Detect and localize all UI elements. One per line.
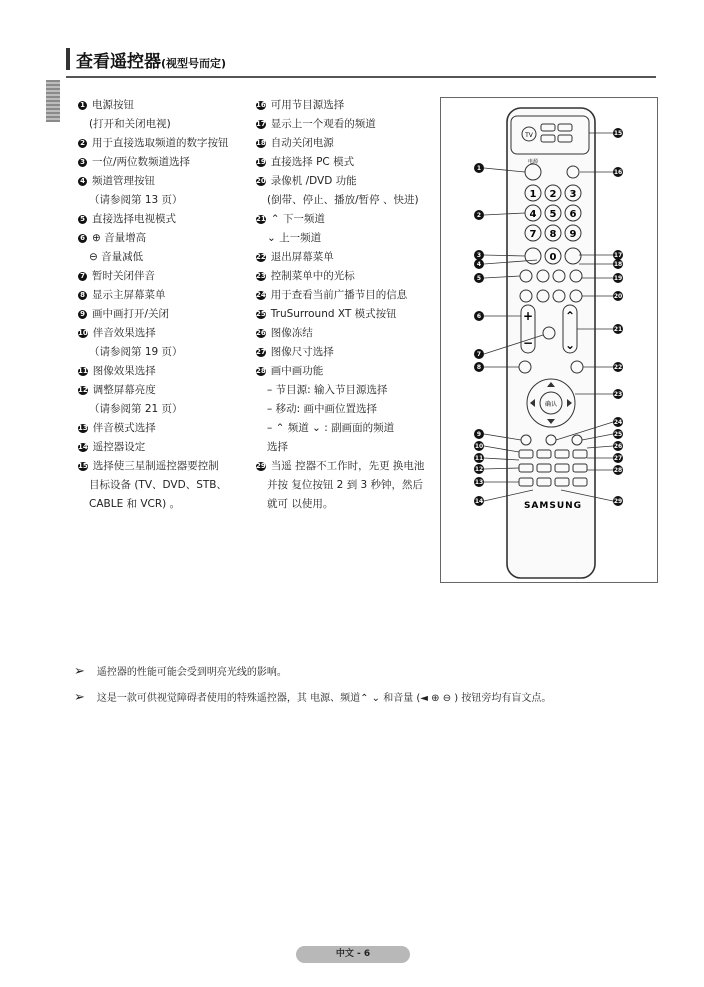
svg-text:25: 25 [613,431,623,438]
callout-number: 15 [78,462,88,470]
power-label: 电源 [527,159,539,165]
legend-entry-29 [256,457,436,514]
svg-text:6: 6 [476,313,482,320]
legend-text: 选择 [267,441,288,453]
legend-text: 暂时关闭伴音 [92,270,155,282]
callout-number: 7 [78,272,87,281]
svg-text:12: 12 [474,466,484,473]
svg-text:1: 1 [476,165,482,172]
legend-text: ⌄ 上一频道 [267,232,322,244]
legend-text: 控制菜单中的光标 [270,270,355,282]
legend-text: TruSurround XT 模式按钮 [270,308,397,320]
legend-text: ⌃ 下一频道 [270,213,325,225]
tv-label: TV [525,132,533,139]
svg-text:11: 11 [474,455,484,462]
legend-text: 录像机 /DVD 功能 [270,175,357,187]
legend-text: 图像冻结 [270,327,313,339]
legend-entry-9 [78,305,248,324]
callout-number: 22 [256,253,266,261]
legend-text: （请参阅第 13 页） [89,194,183,206]
legend-entry-5 [78,210,248,229]
callout-number: 21 [256,215,266,223]
legend-text: 选择使三星制遥控器要控制 [92,460,219,472]
legend-text: 伴音模式选择 [92,422,156,434]
page-title: 查看遥控器(视型号而定) [76,52,227,72]
callout-number: 24 [256,291,266,299]
legend-text: 调整屏幕亮度 [92,384,156,396]
legend-text: 电源按钮 [92,99,134,111]
legend-text: 遥控器设定 [92,441,146,453]
svg-text:3: 3 [476,252,482,259]
legend-text: 自动关闭电源 [270,137,334,149]
legend-text: 画中画功能 [270,365,324,377]
legend-text: – 节目源: 输入节目源选择 [267,384,388,396]
legend-entry-22 [256,248,436,267]
svg-text:23: 23 [613,391,623,398]
svg-text:26: 26 [613,443,623,450]
legend-entry-28 [256,362,436,457]
svg-text:2: 2 [549,189,557,200]
remote-illustration [441,98,657,582]
svg-text:29: 29 [613,498,623,505]
legend-text: 用于查看当前广播节目的信息 [270,289,408,301]
page-header [66,48,656,74]
svg-text:27: 27 [613,455,623,462]
legend-text: 可用节目源选择 [270,99,345,111]
callout-number: 28 [256,367,266,375]
callout-number: 14 [78,443,88,451]
legend-text: 画中画打开/关闭 [92,308,170,320]
svg-text:16: 16 [613,169,623,176]
legend-entry-12 [78,381,248,419]
remote-illustration-frame [440,97,658,583]
legend-text: 就可 以使用。 [267,498,334,510]
svg-text:⌃: ⌃ [564,309,576,323]
legend-entry-8 [78,286,248,305]
svg-text:4: 4 [529,209,537,220]
legend-text: 退出屏幕菜单 [270,251,334,263]
svg-text:9: 9 [476,431,482,438]
svg-text:22: 22 [613,364,623,371]
legend-text: 伴音效果选择 [92,327,156,339]
legend-column-left [78,96,248,514]
svg-text:7: 7 [529,229,537,240]
legend-entry-4 [78,172,248,210]
note-1: ➢ 遥控器的性能可能会受到明亮光线的影响。 [74,664,287,679]
callout-number: 25 [256,310,266,318]
callout-number: 10 [78,329,88,337]
legend-text: 直接选择 PC 模式 [270,156,355,168]
legend-text: 用于直接选取频道的数字按钮 [92,137,229,149]
callout-number: 27 [256,348,266,356]
legend-text: 频道管理按钮 [92,175,155,187]
svg-text:7: 7 [476,351,482,358]
svg-text:5: 5 [549,209,557,220]
callout-number: 6 [78,234,87,243]
callout-number: 13 [78,424,88,432]
brand-logo: SAMSUNG [523,501,583,511]
legend-text: 图像尺寸选择 [270,346,334,358]
legend-entry-19 [256,153,436,172]
side-decoration [46,80,60,122]
callout-number: 11 [78,367,88,375]
legend-entry-24 [256,286,436,305]
callout-number: 8 [78,291,87,300]
callout-number: 16 [256,101,266,109]
legend-text: 直接选择电视模式 [92,213,176,225]
callout-number: 29 [256,462,266,470]
callout-number: 9 [78,310,87,319]
svg-text:17: 17 [613,252,623,259]
legend-entry-18 [256,134,436,153]
legend-text: ⊖ 音量减低 [89,251,144,263]
legend-entry-7 [78,267,248,286]
ok-label: 确认 [544,401,558,408]
legend-entry-23 [256,267,436,286]
callout-number: 18 [256,139,266,147]
page-subtitle: (视型号而定) [161,57,227,70]
svg-text:4: 4 [476,261,482,268]
legend-text: （请参阅第 21 页） [89,403,183,415]
legend-text: 图像效果选择 [92,365,156,377]
legend-entry-20 [256,172,436,210]
svg-text:0: 0 [549,252,557,263]
legend-entry-26 [256,324,436,343]
legend-text: 并按 复位按钮 2 到 3 秒钟，然后 [267,479,424,491]
svg-text:28: 28 [613,467,623,474]
header-rule [66,76,656,78]
legend-entry-13 [78,419,248,438]
svg-text:2: 2 [476,212,482,219]
svg-text:18: 18 [613,261,623,268]
svg-text:9: 9 [569,229,577,240]
legend-text: ⊕ 音量增高 [92,232,147,244]
callout-number: 5 [78,215,87,224]
svg-text:6: 6 [569,209,577,220]
legend-entry-11 [78,362,248,381]
svg-text:14: 14 [474,498,484,505]
legend-text: – 移动: 画中画位置选择 [267,403,377,415]
svg-text:20: 20 [613,293,623,300]
callout-number: 2 [78,139,87,148]
callout-number: 12 [78,386,88,394]
legend-entry-2 [78,134,248,153]
svg-text:15: 15 [613,130,623,137]
legend-entry-1 [78,96,248,134]
legend-text: 显示主屏幕菜单 [92,289,166,301]
page-number-tab: 中文 - 6 [296,946,410,963]
legend-entry-3 [78,153,248,172]
callout-number: 1 [78,101,87,110]
legend-text: (倒带、停止、播放/暂停 、快进) [267,194,419,206]
svg-text:21: 21 [613,326,623,333]
legend-text: 一位/两位数频道选择 [92,156,191,168]
legend-text: (打开和关闭电视) [89,118,171,130]
legend-entry-14 [78,438,248,457]
title-accent-bar [66,48,70,70]
legend-text: – ⌃ 频道 ⌄ : 副画面的频道 [267,422,395,434]
callout-number: 4 [78,177,87,186]
callout-number: 19 [256,158,266,166]
legend-text: 显示上一个观看的频道 [270,118,376,130]
svg-text:1: 1 [529,189,537,200]
callout-number: 26 [256,329,266,337]
svg-text:−: − [522,336,534,350]
svg-text:5: 5 [476,275,482,282]
legend-text: CABLE 和 VCR) 。 [89,498,181,510]
legend-text: （请参阅第 19 页） [89,346,183,358]
callout-number: 17 [256,120,266,128]
svg-text:+: + [522,309,534,323]
svg-text:10: 10 [474,443,484,450]
svg-text:8: 8 [476,364,482,371]
svg-text:8: 8 [549,229,557,240]
svg-text:19: 19 [613,275,623,282]
legend-entry-17 [256,115,436,134]
legend-entry-27 [256,343,436,362]
callout-number: 20 [256,177,266,185]
svg-text:3: 3 [569,189,577,200]
legend-entry-25 [256,305,436,324]
svg-text:13: 13 [474,479,484,486]
notes [74,659,551,711]
legend-text: 当遥 控器不工作时，先更 换电池 [270,460,425,472]
legend-entry-6 [78,229,248,267]
legend-entry-15 [78,457,248,514]
callout-number: 23 [256,272,266,280]
callout-number: 3 [78,158,87,167]
legend-text: 目标设备 (TV、DVD、STB、 [89,479,227,491]
svg-text:⌄: ⌄ [564,338,576,352]
legend-column-right [256,96,436,514]
legend-entry-10 [78,324,248,362]
legend-entry-21 [256,210,436,248]
legend-entry-16 [256,96,436,115]
svg-text:24: 24 [613,419,623,426]
note-2: ➢ 这是一款可供视觉障碍者使用的特殊遥控器，其 电源、频道⌃ ⌄ 和音量 (◄ ⊕ ⊖ ) 按钮旁均有盲文点。 [74,690,552,705]
